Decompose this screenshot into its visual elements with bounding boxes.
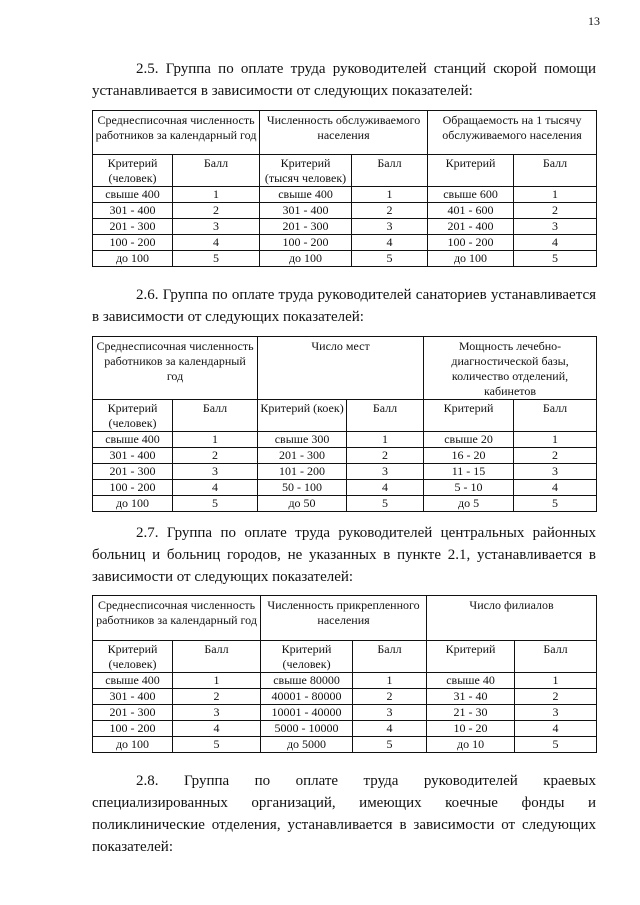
table-cell: 3 bbox=[353, 705, 427, 721]
table-cell: 2 bbox=[347, 448, 424, 464]
table-header: Число мест bbox=[258, 337, 424, 400]
table-header: Среднесписочная численность работников за календарный год bbox=[93, 596, 261, 641]
table-cell: 301 - 400 bbox=[93, 689, 173, 705]
table-cell: до 5000 bbox=[261, 737, 353, 753]
table-row bbox=[93, 689, 597, 705]
table-cell: 1 bbox=[173, 187, 260, 203]
column-header: Критерий bbox=[427, 641, 515, 673]
table-cell: свыше 600 bbox=[428, 187, 514, 203]
table-row bbox=[93, 235, 597, 251]
paragraph-text: 2.6. Группа по оплате труда руководителей санаториев устанавливается в зависимости от следующих показателей: bbox=[92, 287, 596, 325]
table-cell: 4 bbox=[514, 480, 597, 496]
table-cell: 3 bbox=[173, 219, 260, 235]
table-cell: 301 - 400 bbox=[260, 203, 352, 219]
table-cell: 3 bbox=[347, 464, 424, 480]
table-cell: 5 bbox=[347, 496, 424, 512]
table-cell: 1 bbox=[514, 187, 597, 203]
table-cell: 4 bbox=[173, 235, 260, 251]
table-header: Численность прикрепленного населения bbox=[261, 596, 427, 641]
table-cell: свыше 300 bbox=[258, 432, 347, 448]
table-cell: до 50 bbox=[258, 496, 347, 512]
table-row bbox=[93, 203, 597, 219]
table-cell: свыше 400 bbox=[93, 187, 173, 203]
table-cell: 1 bbox=[347, 432, 424, 448]
table-cell: 1 bbox=[514, 432, 597, 448]
table-cell: 3 bbox=[352, 219, 428, 235]
table-cell: 100 - 200 bbox=[428, 235, 514, 251]
column-header: Критерий (человек) bbox=[93, 155, 173, 187]
column-header: Балл bbox=[514, 400, 597, 432]
table-cell: свыше 400 bbox=[93, 673, 173, 689]
table-row bbox=[93, 251, 597, 267]
table-cell: 1 bbox=[173, 673, 261, 689]
table-cell: 100 - 200 bbox=[93, 721, 173, 737]
table-cell: 5 - 10 bbox=[424, 480, 514, 496]
table-cell: 401 - 600 bbox=[428, 203, 514, 219]
table-row bbox=[93, 187, 597, 203]
column-header: Балл bbox=[173, 155, 260, 187]
table-cell: 3 bbox=[514, 464, 597, 480]
column-header: Балл bbox=[515, 641, 597, 673]
table-cell: 2 bbox=[514, 203, 597, 219]
table-cell: 5 bbox=[514, 496, 597, 512]
table-cell: 201 - 300 bbox=[93, 464, 173, 480]
table-cell: 3 bbox=[514, 219, 597, 235]
table-cell: 11 - 15 bbox=[424, 464, 514, 480]
table-header: Число филиалов bbox=[427, 596, 597, 641]
table-cell: 201 - 400 bbox=[428, 219, 514, 235]
paragraph-2-5 bbox=[92, 58, 596, 102]
column-header: Критерий (человек) bbox=[93, 641, 173, 673]
column-header: Критерий bbox=[428, 155, 514, 187]
criteria-table-2-7 bbox=[92, 595, 597, 753]
table-cell: 4 bbox=[514, 235, 597, 251]
table-cell: 100 - 200 bbox=[93, 480, 173, 496]
table-cell: свыше 400 bbox=[260, 187, 352, 203]
table-cell: свыше 80000 bbox=[261, 673, 353, 689]
table-cell: 5 bbox=[515, 737, 597, 753]
table-cell: 100 - 200 bbox=[260, 235, 352, 251]
table-cell: 21 - 30 bbox=[427, 705, 515, 721]
column-header: Критерий (человек) bbox=[93, 400, 173, 432]
table-cell: 50 - 100 bbox=[258, 480, 347, 496]
table-cell: 201 - 300 bbox=[258, 448, 347, 464]
table-cell: 101 - 200 bbox=[258, 464, 347, 480]
table-row bbox=[93, 432, 597, 448]
table-cell: 1 bbox=[353, 673, 427, 689]
table-cell: 3 bbox=[173, 705, 261, 721]
column-header: Критерий (человек) bbox=[261, 641, 353, 673]
table-cell: до 10 bbox=[427, 737, 515, 753]
table-cell: 201 - 300 bbox=[260, 219, 352, 235]
table-cell: 1 bbox=[515, 673, 597, 689]
table-cell: 4 bbox=[173, 721, 261, 737]
table-cell: 2 bbox=[352, 203, 428, 219]
table-header: Среднесписочная численность работников за календарный год bbox=[93, 337, 258, 400]
column-header: Балл bbox=[514, 155, 597, 187]
table-cell: 4 bbox=[347, 480, 424, 496]
table-cell: свыше 20 bbox=[424, 432, 514, 448]
table-cell: 301 - 400 bbox=[93, 203, 173, 219]
table-row bbox=[93, 721, 597, 737]
table-cell: 5 bbox=[173, 737, 261, 753]
table-cell: 31 - 40 bbox=[427, 689, 515, 705]
table-cell: 40001 - 80000 bbox=[261, 689, 353, 705]
table-cell: 3 bbox=[515, 705, 597, 721]
table-cell: до 100 bbox=[93, 251, 173, 267]
table-cell: 16 - 20 bbox=[424, 448, 514, 464]
table-cell: 5 bbox=[353, 737, 427, 753]
table-row bbox=[93, 219, 597, 235]
column-header: Балл bbox=[353, 641, 427, 673]
page-number: 13 bbox=[588, 14, 600, 28]
table-cell: до 5 bbox=[424, 496, 514, 512]
table-cell: 4 bbox=[352, 235, 428, 251]
table-cell: 201 - 300 bbox=[93, 705, 173, 721]
table-cell: 5 bbox=[352, 251, 428, 267]
criteria-table-2-5 bbox=[92, 110, 597, 267]
table-cell: до 100 bbox=[260, 251, 352, 267]
table-cell: 5 bbox=[173, 251, 260, 267]
table-header: Среднесписочная численность работников за календарный год bbox=[93, 111, 260, 155]
table-cell: 5000 - 10000 bbox=[261, 721, 353, 737]
table-cell: 10001 - 40000 bbox=[261, 705, 353, 721]
table-cell: 4 bbox=[353, 721, 427, 737]
table-cell: до 100 bbox=[428, 251, 514, 267]
column-header: Балл bbox=[347, 400, 424, 432]
paragraph-2-7 bbox=[92, 522, 596, 588]
table-cell: 301 - 400 bbox=[93, 448, 173, 464]
table-cell: свыше 40 bbox=[427, 673, 515, 689]
table-cell: 4 bbox=[515, 721, 597, 737]
table-row bbox=[93, 496, 597, 512]
table-header: Мощность лечебно-диагностической базы, количество отделений, кабинетов bbox=[424, 337, 597, 400]
table-row bbox=[93, 673, 597, 689]
table-row bbox=[93, 480, 597, 496]
table-cell: 5 bbox=[173, 496, 258, 512]
table-cell: 2 bbox=[353, 689, 427, 705]
table-cell: 201 - 300 bbox=[93, 219, 173, 235]
table-row bbox=[93, 705, 597, 721]
table-row bbox=[93, 464, 597, 480]
paragraph-text: 2.8. Группа по оплате труда руководителей краевых специализированных организаций, имеющих коечные фонды и поликлинические отделения, устанавливается в зависимости от следующих показателей: bbox=[92, 773, 596, 855]
paragraph-2-8 bbox=[92, 770, 596, 858]
table-cell: 1 bbox=[173, 432, 258, 448]
table-cell: 2 bbox=[515, 689, 597, 705]
table-cell: 1 bbox=[352, 187, 428, 203]
table-cell: 2 bbox=[173, 689, 261, 705]
table-cell: свыше 400 bbox=[93, 432, 173, 448]
table-row bbox=[93, 737, 597, 753]
paragraph-text: 2.5. Группа по оплате труда руководителей станций скорой помощи устанавливается в зависимости от следующих показателей: bbox=[92, 61, 596, 99]
table-cell: 2 bbox=[173, 203, 260, 219]
table-row bbox=[93, 448, 597, 464]
table-cell: 3 bbox=[173, 464, 258, 480]
column-header: Критерий bbox=[424, 400, 514, 432]
table-header: Обращаемость на 1 тысячу обслуживаемого населения bbox=[428, 111, 597, 155]
table-cell: 10 - 20 bbox=[427, 721, 515, 737]
paragraph-text: 2.7. Группа по оплате труда руководителей центральных районных больниц и больниц городов, не указанных в пункте 2.1, устанавливается в зависимости от следующих показателей: bbox=[92, 525, 596, 585]
table-cell: до 100 bbox=[93, 496, 173, 512]
table-cell: до 100 bbox=[93, 737, 173, 753]
column-header: Балл bbox=[173, 400, 258, 432]
column-header: Балл bbox=[352, 155, 428, 187]
column-header: Критерий (коек) bbox=[258, 400, 347, 432]
column-header: Балл bbox=[173, 641, 261, 673]
column-header: Критерий (тысяч человек) bbox=[260, 155, 352, 187]
paragraph-2-6 bbox=[92, 284, 596, 328]
table-cell: 2 bbox=[173, 448, 258, 464]
criteria-table-2-6 bbox=[92, 336, 597, 512]
table-header: Численность обслуживаемого населения bbox=[260, 111, 428, 155]
table-cell: 4 bbox=[173, 480, 258, 496]
table-cell: 2 bbox=[514, 448, 597, 464]
table-cell: 5 bbox=[514, 251, 597, 267]
table-cell: 100 - 200 bbox=[93, 235, 173, 251]
